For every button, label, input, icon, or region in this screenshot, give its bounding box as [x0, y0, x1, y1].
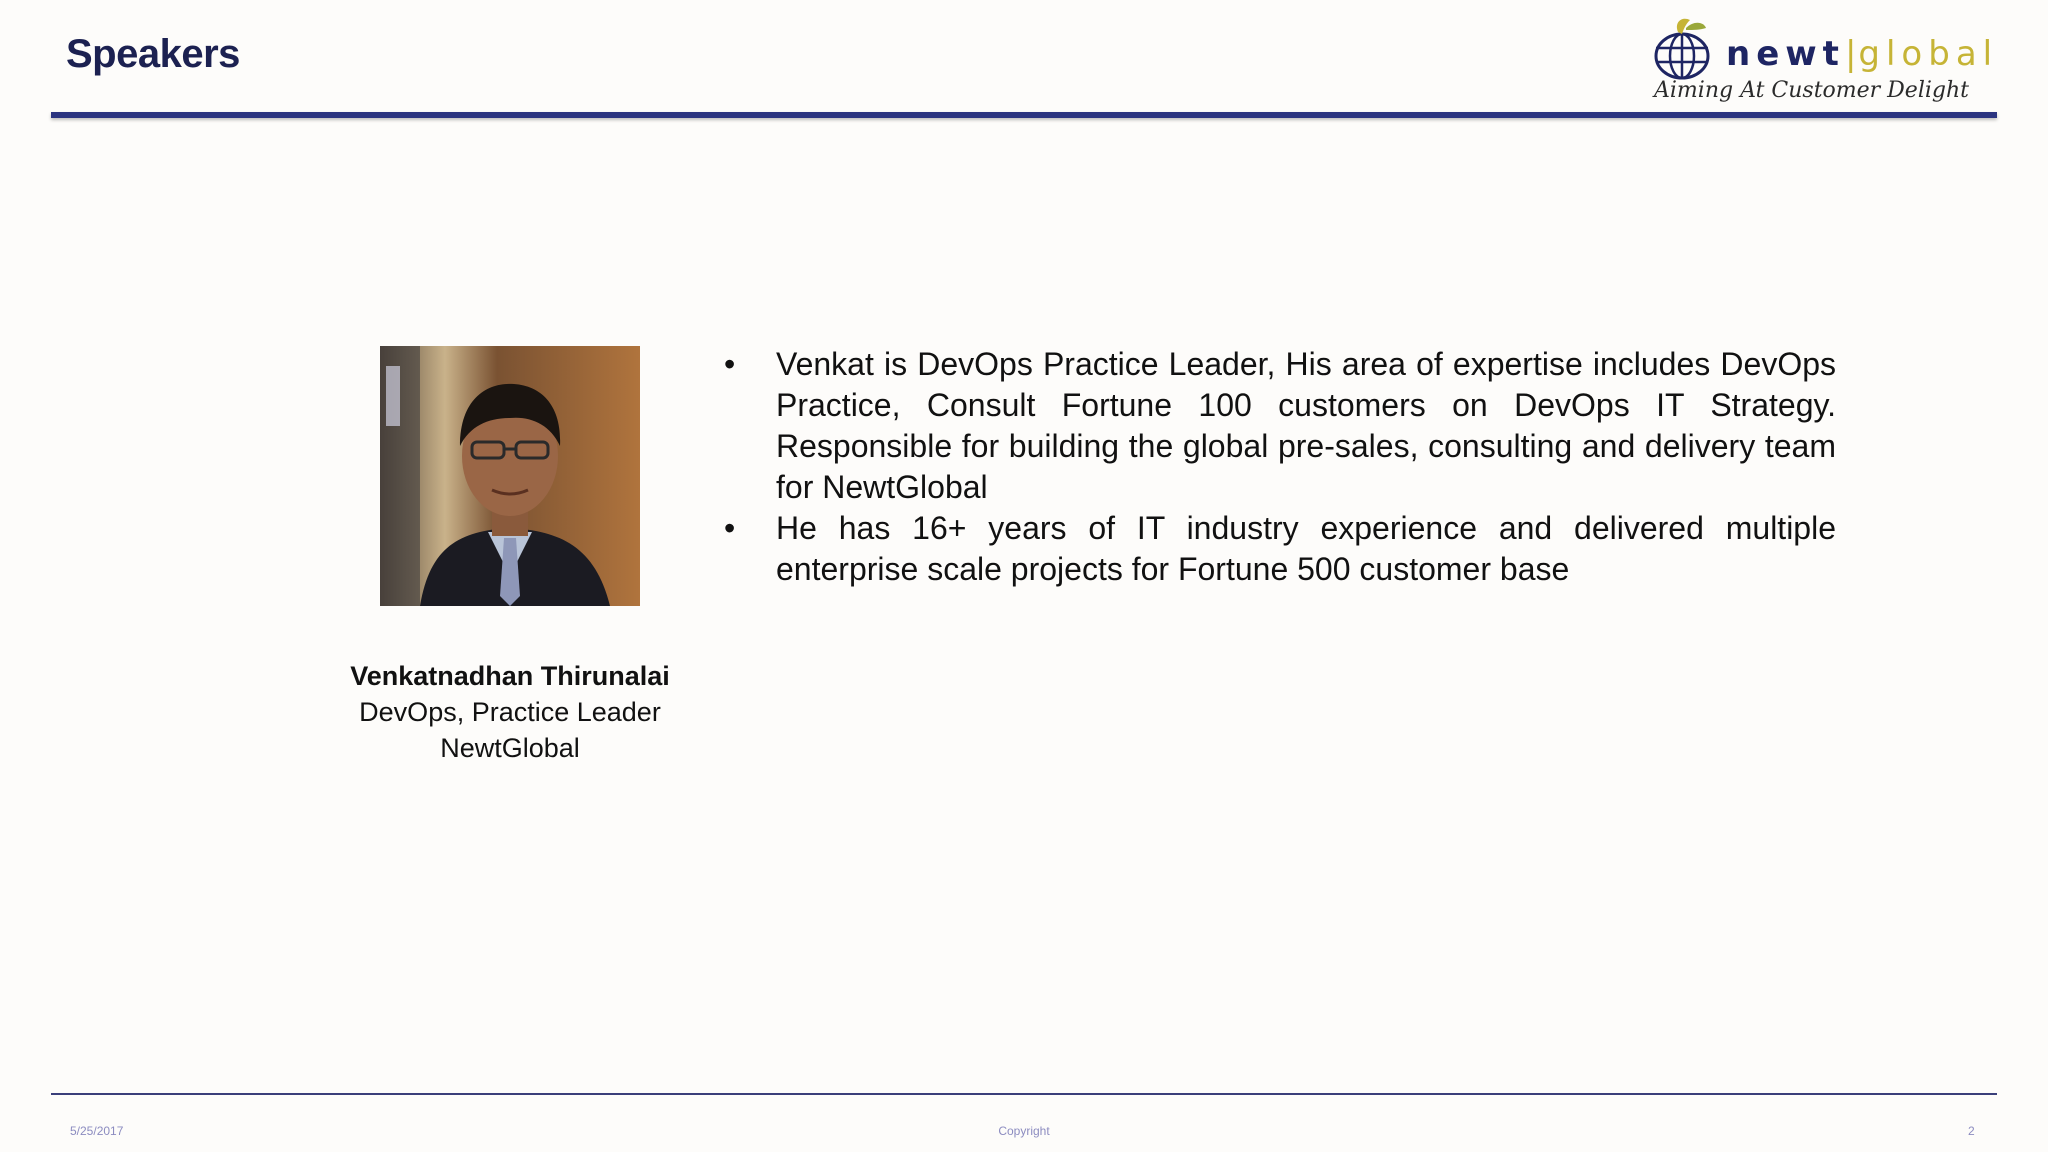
speaker-bio-list	[724, 344, 1836, 590]
logo-word-newt: newt	[1726, 34, 1845, 74]
company-logo	[1648, 6, 1999, 106]
slide-title: Speakers	[66, 32, 240, 76]
bullet-dot-icon: •	[724, 346, 736, 382]
speaker-name: Venkatnadhan Thirunalai	[350, 661, 670, 691]
speaker-company: NewtGlobal	[440, 733, 580, 763]
footer-copyright: Copyright	[998, 1124, 1050, 1138]
bio-bullet	[724, 344, 1836, 508]
footer-date: 5/25/2017	[70, 1124, 124, 1138]
bio-bullet-text: He has 16+ years of IT industry experience and delivered multiple enterprise scale projects for Fortune 500 customer base	[776, 510, 1836, 587]
footer-divider	[51, 1093, 1997, 1095]
bio-bullet	[724, 508, 1836, 590]
bullet-dot-icon: •	[724, 510, 736, 546]
speaker-role: DevOps, Practice Leader	[359, 697, 661, 727]
logo-wordmark	[1726, 34, 1998, 74]
speaker-photo	[380, 346, 640, 606]
globe-icon	[1648, 14, 1724, 84]
bio-bullet-text: Venkat is DevOps Practice Leader, His area of expertise includes DevOps Practice, Consult Fortune 100 customers on DevOps IT Strategy. Responsible for building the global pre-sales, consulting and delivery team for NewtGlobal	[776, 346, 1836, 505]
speaker-portrait-image	[380, 346, 640, 606]
header-divider	[51, 112, 1997, 118]
footer-page-number: 2	[1968, 1124, 1975, 1138]
logo-tagline: Aiming At Customer Delight	[1654, 78, 1969, 103]
logo-separator: |	[1844, 34, 1859, 74]
logo-word-global: global	[1858, 34, 1999, 74]
speaker-card	[300, 658, 720, 766]
